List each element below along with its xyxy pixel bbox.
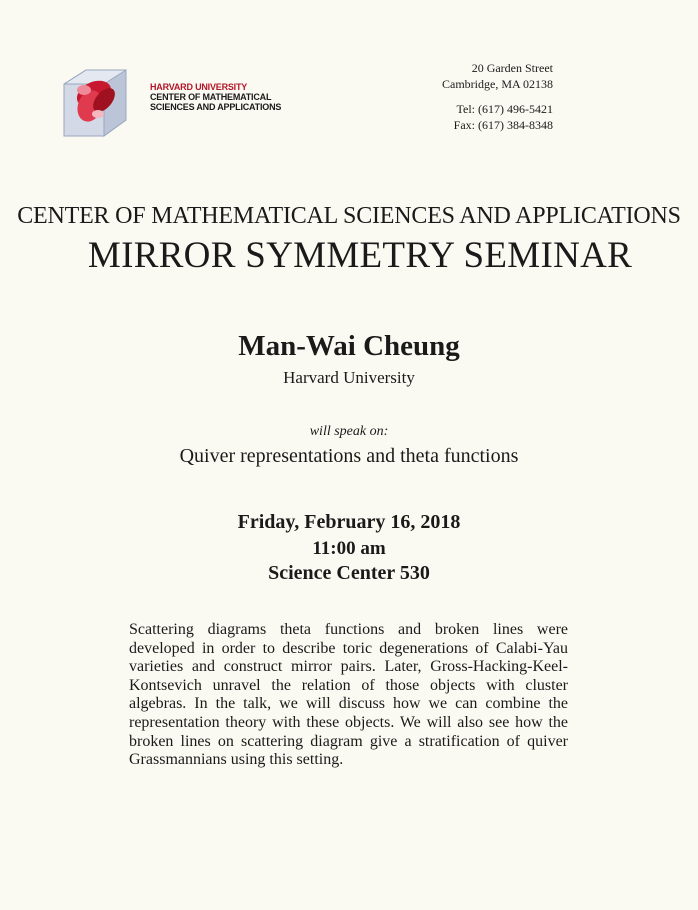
fax: Fax: (617) 384-8348 xyxy=(453,118,553,132)
event-date: Friday, February 16, 2018 xyxy=(237,511,461,533)
logo-wordmark xyxy=(150,82,281,112)
logo-line-center: CENTER OF MATHEMATICAL xyxy=(150,92,272,102)
event-location: Science Center 530 xyxy=(268,562,430,584)
speaker-affiliation: Harvard University xyxy=(283,368,415,387)
seminar-title: MIRROR SYMMETRY SEMINAR xyxy=(87,235,633,276)
logo-line-sciences: SCIENCES AND APPLICATIONS xyxy=(150,102,282,112)
center-heading: CENTER OF MATHEMATICAL SCIENCES AND APPLICATIONS xyxy=(17,203,681,229)
address-city: Cambridge, MA 02138 xyxy=(442,77,553,91)
contact-numbers xyxy=(430,101,553,133)
talk-abstract: Scattering diagrams theta functions and broken lines were developed in order to describe toric degenerations of Calabi-Yau varieties and construct mirror pairs. Later, Gross-Hacking-Keel-Kontsevich unravel the relation of those objects with cluster algebras. In the talk, we will discuss how we can combine the representation theory with these objects. We will also see how the broken lines on scattering diagram give a stratification of quiver Grassmannians using this setting. xyxy=(129,621,568,769)
cmsa-cube-logo xyxy=(56,56,142,142)
address-street: 20 Garden Street xyxy=(471,61,553,75)
event-time: 11:00 am xyxy=(312,538,386,559)
talk-title: Quiver representations and theta functions xyxy=(179,445,519,467)
telephone: Tel: (617) 496-5421 xyxy=(456,102,553,116)
logo-line-university: HARVARD UNIVERSITY xyxy=(150,82,248,92)
speaker-name: Man-Wai Cheung xyxy=(238,330,460,362)
talk-intro: will speak on: xyxy=(309,424,389,439)
mailing-address xyxy=(430,60,553,92)
